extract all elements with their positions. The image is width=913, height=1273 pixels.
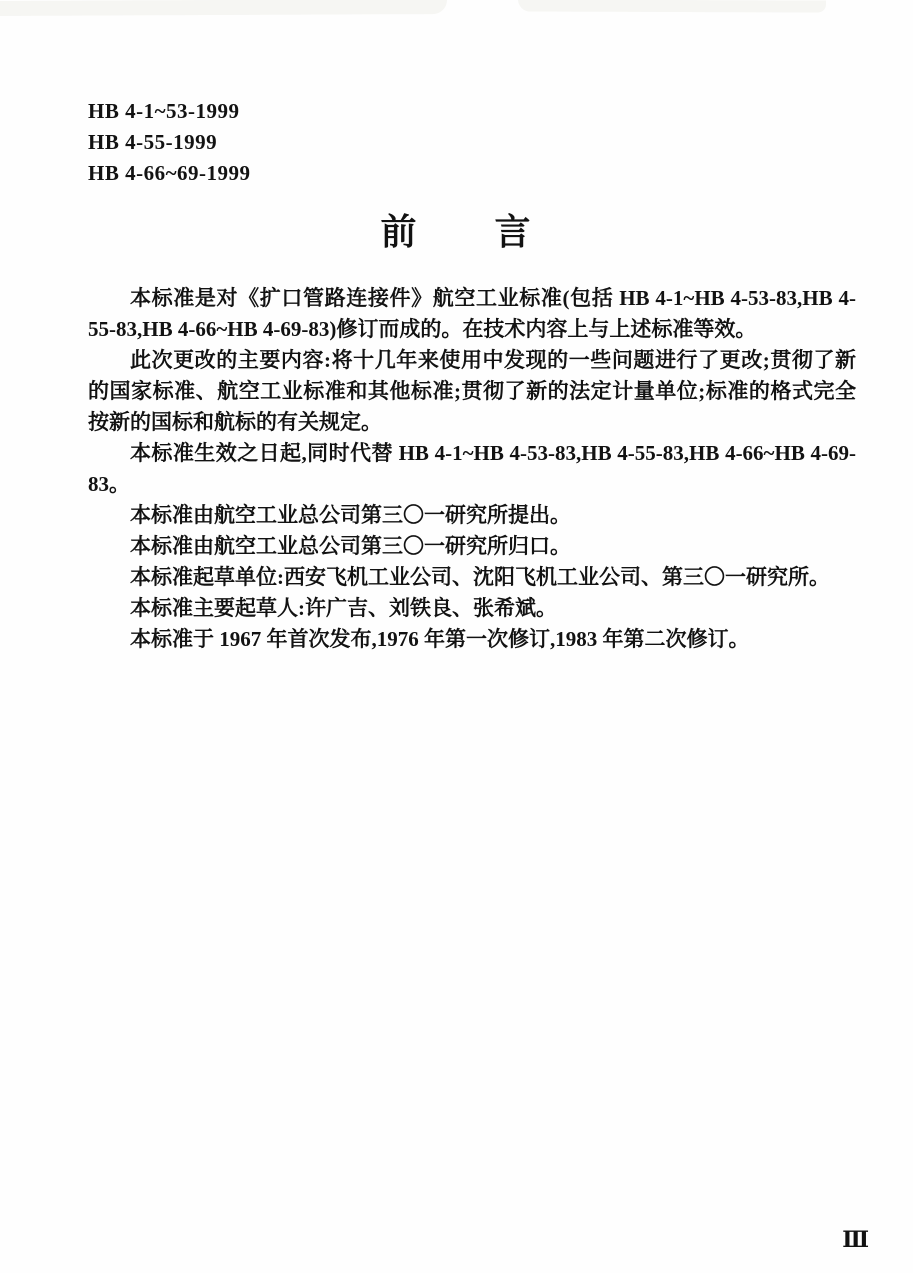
page-title: 前 言 <box>380 212 533 252</box>
standard-code: HB 4-66~69-1999 <box>88 161 251 185</box>
paragraph: 本标准于 1967 年首次发布,1976 年第一次修订,1983 年第二次修订。 <box>130 627 750 651</box>
scan-artifact <box>0 0 447 16</box>
scan-artifact <box>518 0 826 13</box>
paragraph: 本标准起草单位:西安飞机工业公司、沈阳飞机工业公司、第三〇一研究所。 <box>130 565 830 589</box>
paragraph: 本标准是对《扩口管路连接件》航空工业标准(包括 HB 4-1~HB 4-53-83,HB 4-55-83,HB 4-66~HB 4-69-83)修订而成的。在技术内容上与上述标准等效。 <box>88 286 856 341</box>
standard-codes <box>88 96 251 189</box>
standard-code: HB 4-1~53-1999 <box>88 99 240 123</box>
paragraph: 本标准由航空工业总公司第三〇一研究所提出。 <box>130 503 571 527</box>
paragraph: 本标准主要起草人:许广吉、刘铁良、张希斌。 <box>130 596 557 620</box>
foreword-body <box>88 283 856 655</box>
standard-code: HB 4-55-1999 <box>88 130 218 154</box>
paragraph: 此次更改的主要内容:将十几年来使用中发现的一些问题进行了更改;贯彻了新的国家标准、航空工业标准和其他标准;贯彻了新的法定计量单位;标准的格式完全按新的国标和航标的有关规定。 <box>88 348 856 434</box>
page-number: Ⅲ <box>842 1227 869 1252</box>
paragraph: 本标准生效之日起,同时代替 HB 4-1~HB 4-53-83,HB 4-55-83,HB 4-66~HB 4-69-83。 <box>88 441 856 496</box>
paragraph: 本标准由航空工业总公司第三〇一研究所归口。 <box>130 534 571 558</box>
